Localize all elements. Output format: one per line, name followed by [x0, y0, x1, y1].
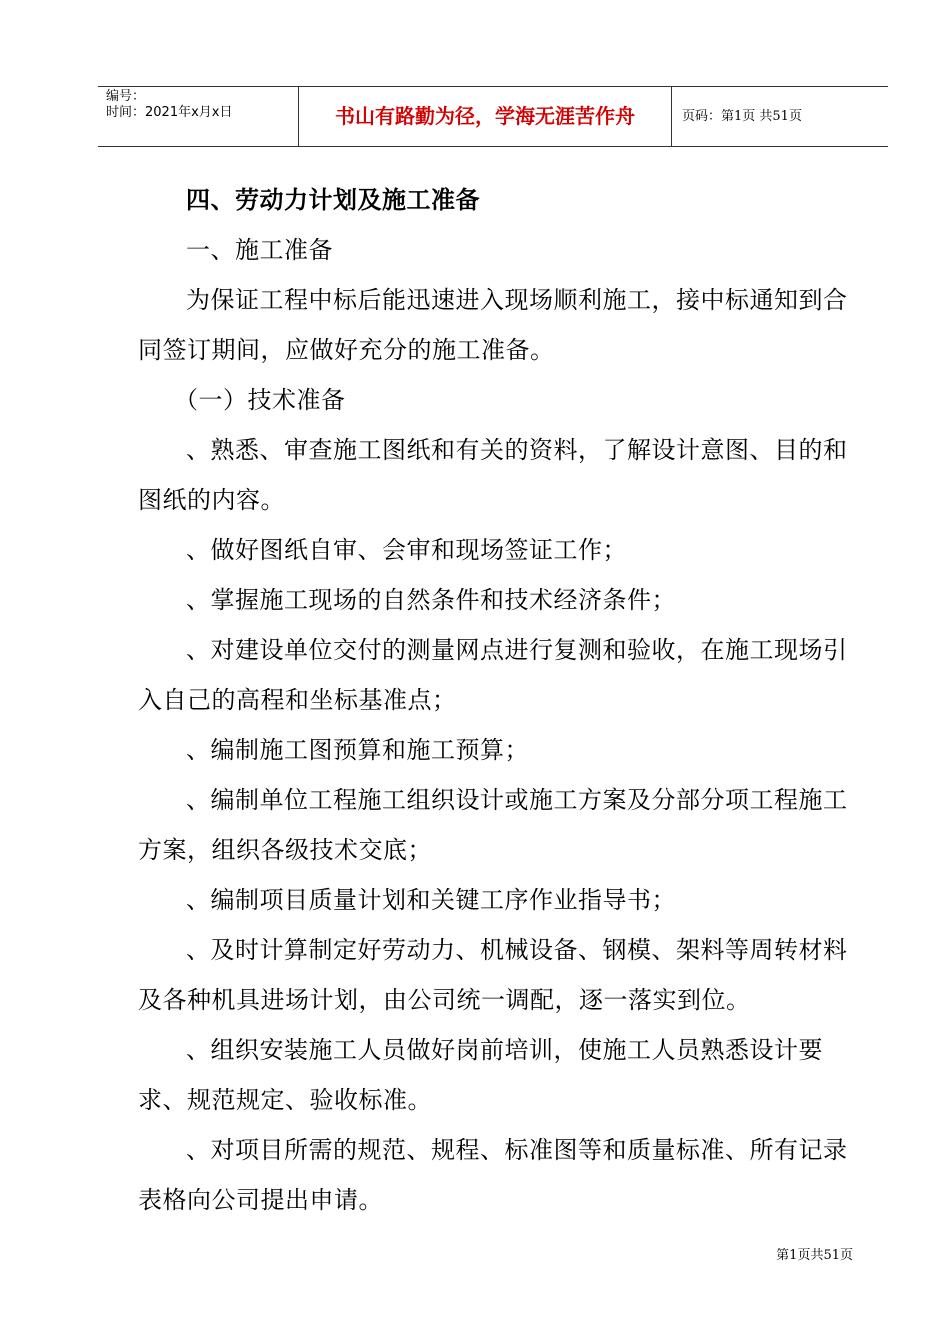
list-item: 、掌握施工现场的自然条件和技术经济条件；	[186, 586, 676, 614]
page-footer: 第1页共51页	[776, 1248, 853, 1263]
intro-paragraph: 为保证工程中标后能迅速进入现场顺利施工，接中标通知到合同签订期间，应做好充分的施工准备。	[138, 286, 848, 364]
list-item: 、做好图纸自审、会审和现场签证工作；	[186, 536, 627, 564]
document-body	[138, 175, 858, 1225]
list-item: 、对项目所需的规范、规程、标准图等和质量标准、所有记录表格向公司提出申请。	[138, 1136, 848, 1214]
list-item: 、组织安装施工人员做好岗前培训，使施工人员熟悉设计要求、规范规定、验收标准。	[138, 1036, 823, 1114]
list-item: 、对建设单位交付的测量网点进行复测和验收，在施工现场引入自己的高程和坐标基准点；	[138, 636, 848, 714]
list-item: 、熟悉、审查施工图纸和有关的资料，了解设计意图、目的和图纸的内容。	[138, 436, 848, 514]
section-heading: 一、施工准备	[186, 236, 333, 264]
serial-label: 编号：	[106, 89, 146, 104]
header-page-info: 页码：第1页 共51页	[682, 109, 802, 124]
list-item: 、编制单位工程施工组织设计或施工方案及分部分项工程施工方案，组织各级技术交底；	[138, 786, 848, 864]
header-meta	[98, 87, 299, 146]
page-header	[98, 86, 888, 147]
list-item: 、编制施工图预算和施工预算；	[186, 736, 529, 764]
list-item: 、编制项目质量计划和关键工序作业指导书；	[186, 886, 676, 914]
subsection-heading: （一）技术准备	[174, 386, 346, 414]
time-label: 时间：2021年x月x日	[106, 105, 233, 120]
list-item: 、及时计算制定好劳动力、机械设备、钢模、架料等周转材料及各种机具进场计划，由公司统一调配，逐一落实到位。	[138, 936, 848, 1014]
document-title: 四、劳动力计划及施工准备	[186, 185, 480, 214]
header-motto: 书山有路勤为径，学海无涯苦作舟	[299, 87, 672, 146]
